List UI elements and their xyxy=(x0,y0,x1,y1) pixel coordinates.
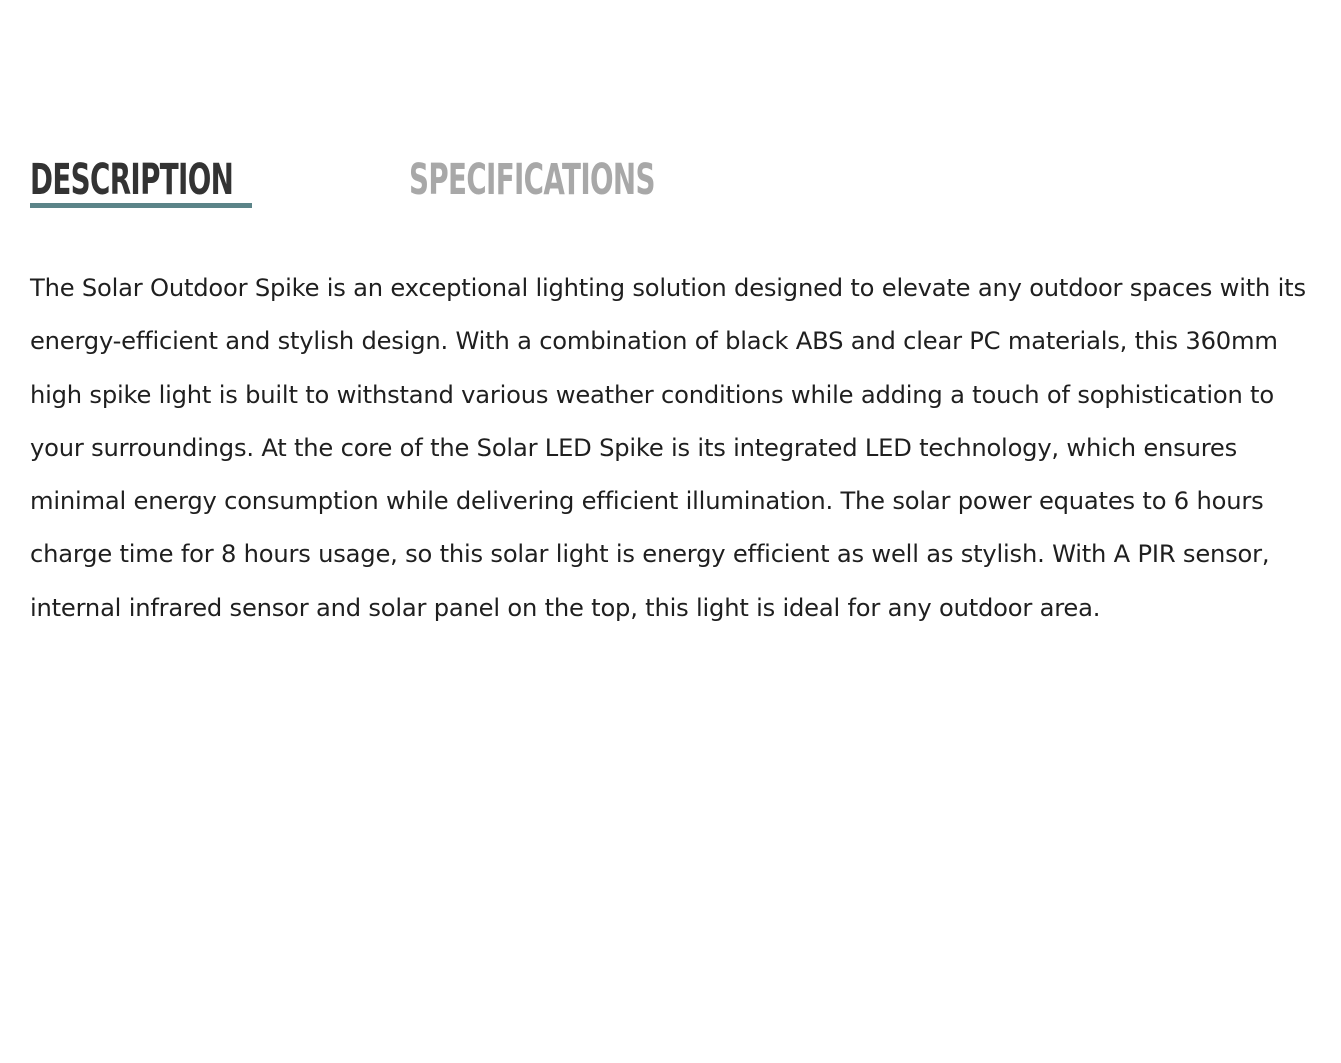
tab-description[interactable] xyxy=(30,152,252,208)
tab-specifications-label: SPECIFICATIONS xyxy=(409,155,655,205)
product-description: The Solar Outdoor Spike is an exceptional lighting solution designed to elevate any outdoor spaces with its energy-efficient and stylish design. With a combination of black ABS and clear PC materials, this 360mm high spike light is built to withstand various weather conditions while adding a touch of sophistication to your surroundings. At the core of the Solar LED Spike is its integrated LED technology, which ensures minimal energy consumption while delivering efficient illumination. The solar power equates to 6 hours charge time for 8 hours usage, so this solar light is energy efficient as well as stylish. With A PIR sensor, internal infrared sensor and solar panel on the top, this light is ideal for any outdoor area. xyxy=(30,274,1306,622)
product-tabs xyxy=(30,152,677,208)
tab-description-label: DESCRIPTION xyxy=(30,155,234,205)
tab-specifications[interactable] xyxy=(409,152,677,208)
